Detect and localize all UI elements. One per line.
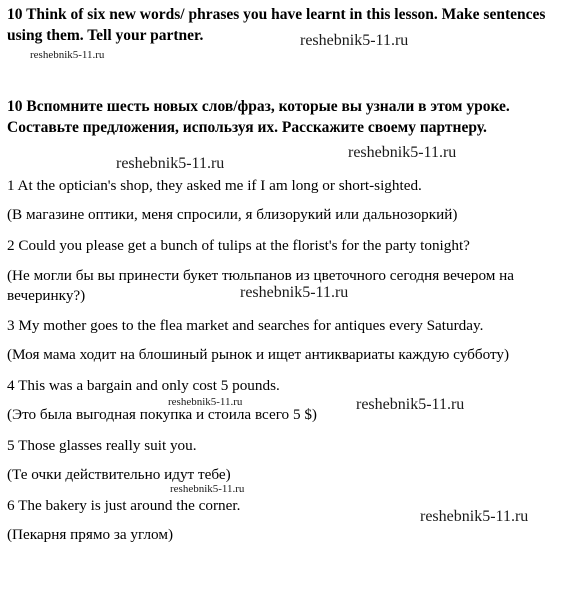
sentence-russian-6: (Пекарня прямо за углом)	[7, 526, 174, 543]
sentence-russian-1: (В магазине оптики, меня спросили, я близорукий или дальнозоркий)	[7, 206, 458, 223]
watermark: reshebnik5-11.ru	[170, 483, 245, 495]
sentence-russian-4: (Это была выгодная покупка и стоила всего 5 $)	[7, 406, 317, 423]
watermark: reshebnik5-11.ru	[240, 284, 349, 301]
watermark: reshebnik5-11.ru	[168, 396, 243, 408]
sentence-english-2: 2 Could you please get a bunch of tulips at the florist's for the party tonight?	[7, 237, 470, 254]
watermark: reshebnik5-11.ru	[420, 508, 529, 525]
sentence-russian-2: (Не могли бы вы принести букет тюльпанов из цветочного сегодня вечером на вечеринку?)	[7, 267, 515, 304]
watermark: reshebnik5-11.ru	[300, 32, 409, 49]
sentence-english-1: 1 At the optician's shop, they asked me if I am long or short-sighted.	[7, 177, 422, 194]
watermark: reshebnik5-11.ru	[116, 155, 225, 172]
task-heading-russian: 10 Вспомните шесть новых слов/фраз, которые вы узнали в этом уроке. Составьте предложения, используя их. Расскажите своему партнеру.	[7, 98, 510, 136]
sentence-english-5: 5 Those glasses really suit you.	[7, 437, 197, 454]
watermark: reshebnik5-11.ru	[348, 144, 457, 161]
sentence-english-4: 4 This was a bargain and only cost 5 pounds.	[7, 377, 280, 394]
sentence-english-6: 6 The bakery is just around the corner.	[7, 497, 241, 514]
watermark: reshebnik5-11.ru	[30, 49, 105, 61]
sentence-russian-3: (Моя мама ходит на блошиный рынок и ищет антиквариаты каждую субботу)	[7, 346, 510, 363]
sentence-russian-5: (Те очки действительно идут тебе)	[7, 466, 231, 483]
watermark: reshebnik5-11.ru	[356, 396, 465, 413]
sentence-english-3: 3 My mother goes to the flea market and searches for antiques every Saturday.	[7, 317, 484, 334]
task-heading-english: 10 Think of six new words/ phrases you have learnt in this lesson. Make sentences using them. Tell your partner.	[7, 6, 546, 44]
